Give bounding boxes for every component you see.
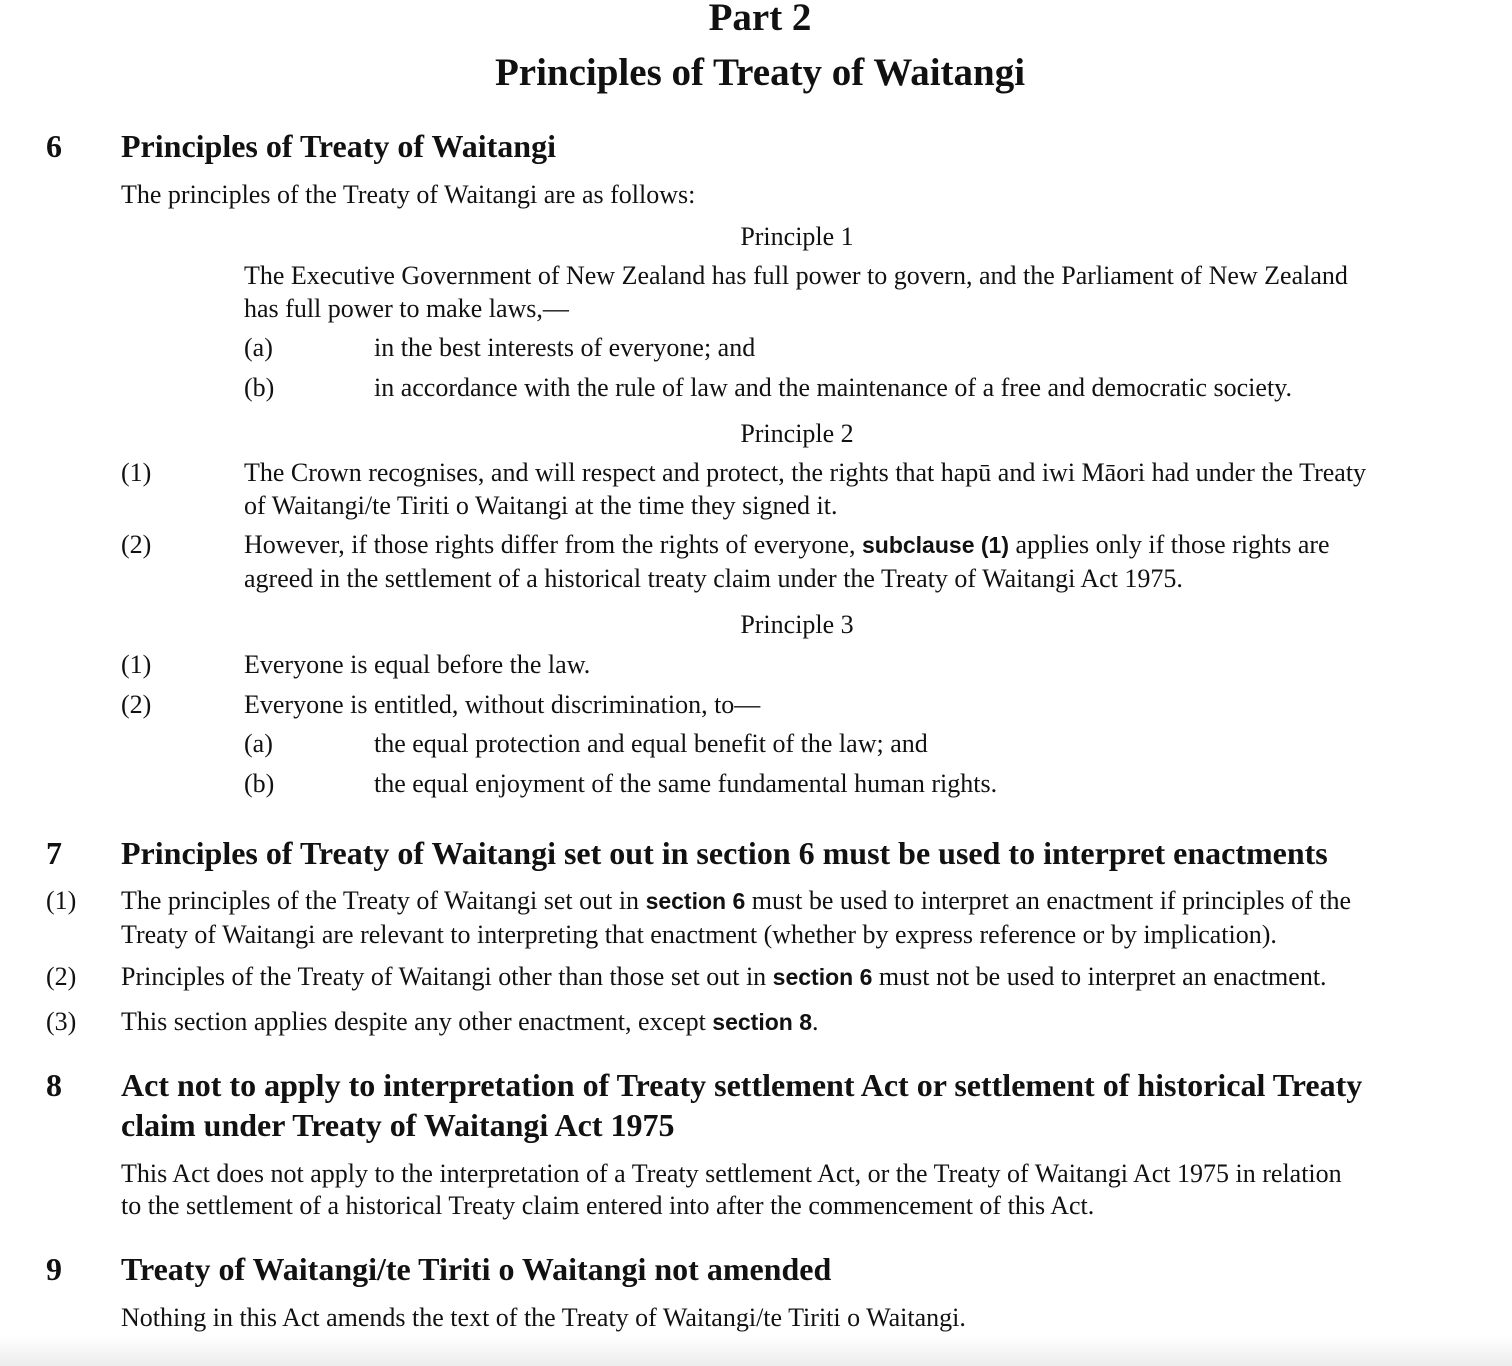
section-8-reference: section 8 bbox=[712, 1009, 813, 1035]
principle-1-text-line1: The Executive Government of New Zealand has full power to govern, and the Parliament of New Zealand bbox=[244, 261, 1348, 290]
principle-1-text-line2: has full power to make laws,— bbox=[244, 294, 569, 323]
section-9-number: 9 bbox=[46, 1251, 62, 1287]
section-6-intro: The principles of the Treaty of Waitangi are as follows: bbox=[121, 180, 696, 209]
principle-3-para-a-text: the equal protection and equal benefit of the law; and bbox=[374, 729, 928, 758]
principle-3-label: Principle 3 bbox=[740, 610, 854, 639]
section-6-reference: section 6 bbox=[772, 964, 873, 990]
part-number: Part 2 bbox=[708, 0, 812, 39]
principle-2-subclause-1-number: (1) bbox=[121, 458, 152, 487]
section-7-subsection-1-line1: The principles of the Treaty of Waitangi set out in section 6 must be used to interpret an enactment if principles of the bbox=[121, 886, 1352, 915]
section-6-number: 6 bbox=[46, 128, 62, 164]
principle-3-subclause-1-text: Everyone is equal before the law. bbox=[244, 650, 591, 679]
section-8-body-line2: to the settlement of a historical Treaty claim entered into after the commencement of this Act. bbox=[121, 1191, 1095, 1220]
section-9-body: Nothing in this Act amends the text of the Treaty of Waitangi/te Tiriti o Waitangi. bbox=[121, 1303, 966, 1332]
principle-2-subclause-2-number: (2) bbox=[121, 530, 152, 559]
section-8-heading-line1: Act not to apply to interpretation of Treaty settlement Act or settlement of historical Treaty bbox=[121, 1067, 1363, 1103]
principle-3-para-b-text: the equal enjoyment of the same fundamental human rights. bbox=[374, 769, 998, 798]
principle-3-subclause-1-number: (1) bbox=[121, 650, 152, 679]
section-9-heading: Treaty of Waitangi/te Tiriti o Waitangi not amended bbox=[121, 1251, 832, 1287]
section-6-heading: Principles of Treaty of Waitangi bbox=[121, 128, 556, 164]
section-7-subsection-1-line2: Treaty of Waitangi are relevant to interpreting that enactment (whether by express reference or by implication). bbox=[121, 920, 1277, 949]
section-8-body-line1: This Act does not apply to the interpretation of a Treaty settlement Act, or the Treaty of Waitangi Act 1975 in relation bbox=[121, 1159, 1342, 1188]
subclause-1-reference: subclause (1) bbox=[861, 532, 1009, 558]
principle-2-subclause-2-line2: agreed in the settlement of a historical treaty claim under the Treaty of Waitangi Act 1975. bbox=[244, 564, 1183, 593]
principle-3-subclause-2-text: Everyone is entitled, without discrimination, to— bbox=[244, 690, 761, 719]
section-7-subsection-1-number: (1) bbox=[46, 886, 77, 915]
principle-1-para-b-text: in accordance with the rule of law and the maintenance of a free and democratic society. bbox=[374, 373, 1292, 402]
principle-1-para-a-label: (a) bbox=[244, 333, 273, 362]
principle-1-para-a-text: in the best interests of everyone; and bbox=[374, 333, 756, 362]
principle-3-para-a-label: (a) bbox=[244, 729, 273, 758]
principle-2-label: Principle 2 bbox=[740, 419, 854, 448]
principle-3-para-b-label: (b) bbox=[244, 769, 275, 798]
principle-1-para-b-label: (b) bbox=[244, 373, 275, 402]
principle-3-subclause-2-number: (2) bbox=[121, 690, 152, 719]
section-7-subsection-2-text: Principles of the Treaty of Waitangi other than those set out in section 6 must not be used to interpret an enactment. bbox=[121, 962, 1327, 991]
section-7-subsection-3-number: (3) bbox=[46, 1007, 77, 1036]
principle-2-subclause-1-line1: The Crown recognises, and will respect and protect, the rights that hapū and iwi Māori had under the Treaty bbox=[244, 458, 1367, 487]
principle-1-label: Principle 1 bbox=[740, 222, 854, 251]
principle-2-subclause-1-line2: of Waitangi/te Tiriti o Waitangi at the time they signed it. bbox=[244, 491, 838, 520]
section-7-heading: Principles of Treaty of Waitangi set out in section 6 must be used to interpret enactments bbox=[121, 835, 1328, 871]
page-bottom-shadow bbox=[0, 1336, 1512, 1366]
principle-2-subclause-2-line1: However, if those rights differ from the rights of everyone, subclause (1) applies only if those rights are bbox=[244, 530, 1330, 559]
section-7-subsection-3-text: This section applies despite any other enactment, except section 8. bbox=[121, 1007, 819, 1036]
section-6-reference: section 6 bbox=[645, 888, 746, 914]
section-7-subsection-2-number: (2) bbox=[46, 962, 77, 991]
section-8-heading-line2: claim under Treaty of Waitangi Act 1975 bbox=[121, 1107, 675, 1143]
part-title: Principles of Treaty of Waitangi bbox=[494, 51, 1026, 94]
section-8-number: 8 bbox=[46, 1067, 62, 1103]
section-7-number: 7 bbox=[46, 835, 62, 871]
